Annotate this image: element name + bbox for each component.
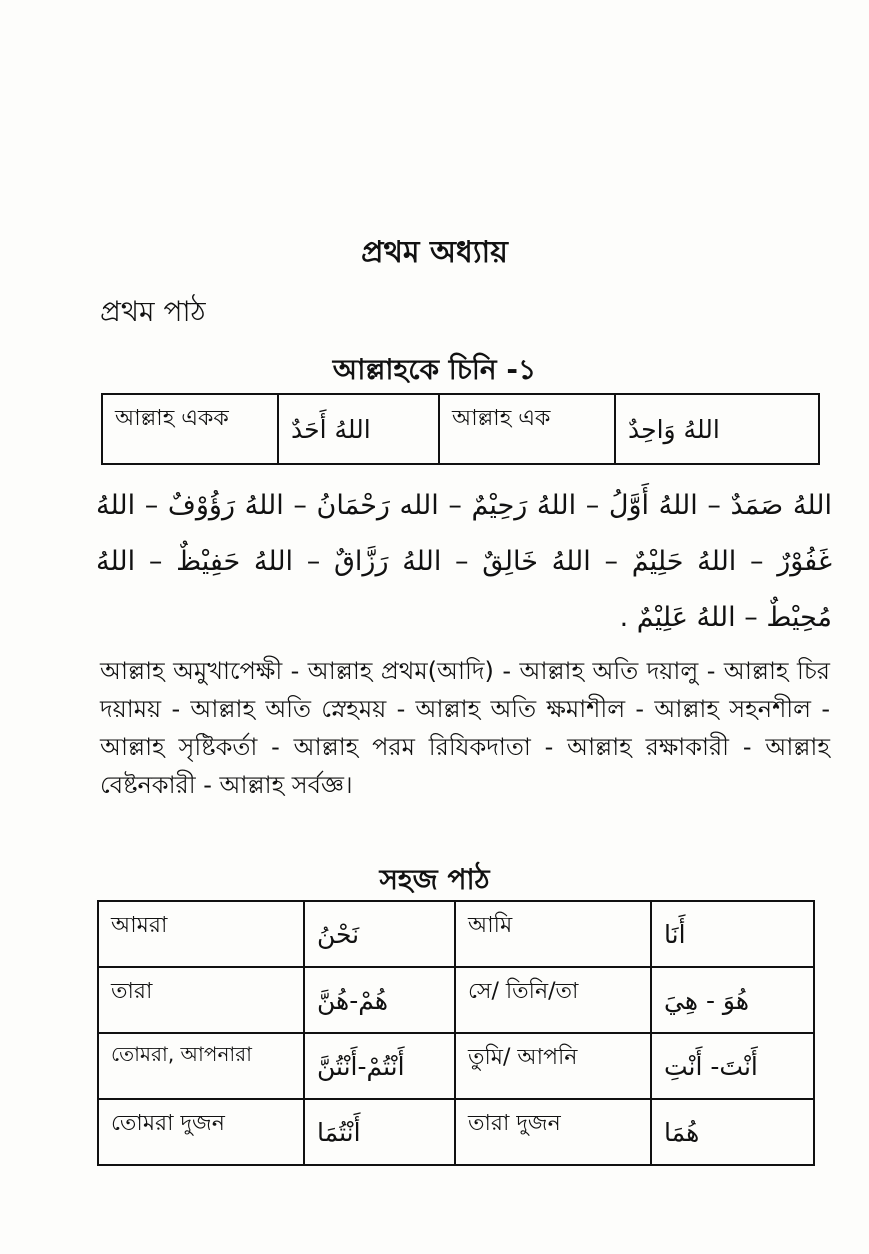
table-cell-ar: أَنَا	[651, 901, 814, 967]
table-cell-ar: هُوَ - هِيَ	[651, 967, 814, 1033]
table-cell-bn: তুমি/ আপনি	[455, 1033, 651, 1099]
table-cell-ar: اللهُ أَحَدٌ	[278, 394, 439, 464]
table-cell-bn: তোমরা দুজন	[98, 1099, 304, 1165]
table-cell-ar: أَنْتَ- أَنْتِ	[651, 1033, 814, 1099]
table-cell-ar: هُمْ-هُنَّ	[304, 967, 455, 1033]
table-cell-ar: هُمَا	[651, 1099, 814, 1165]
table-row	[98, 901, 814, 967]
table-cell-bn: সে/ তিনি/তা	[455, 967, 651, 1033]
table-cell-ar: أَنْتُمْ-أَنْتُنَّ	[304, 1033, 455, 1099]
table-cell-bn: তারা দুজন	[455, 1099, 651, 1165]
table-cell-ar: اللهُ وَاحِدٌ	[615, 394, 819, 464]
table-row	[102, 394, 819, 464]
table-row	[98, 1033, 814, 1099]
table-cell-bn: তারা	[98, 967, 304, 1033]
names-table	[101, 393, 820, 465]
bengali-meaning-paragraph: আল্লাহ অমুখাপেক্ষী - আল্লাহ প্রথম(আদি) - আল্লাহ অতি দয়ালু - আল্লাহ চির দয়াময় - আল্লাহ অতি স্নেহময় - আল্লাহ অতি ক্ষমাশীল - আল্লাহ সহনশীল - আল্লাহ সৃষ্টিকর্তা - আল্লাহ পরম রিযিকদাতা - আল্লাহ রক্ষাকারী - আল্লাহ বেষ্টনকারী - আল্লাহ সর্বজ্ঞ।	[100, 657, 830, 799]
table-row	[98, 1099, 814, 1165]
table-cell-ar: نَحْنُ	[304, 901, 455, 967]
pronoun-table	[97, 900, 815, 1166]
table-row	[98, 967, 814, 1033]
table-cell-bn: তোমরা, আপনারা	[98, 1033, 304, 1099]
section-title-know-allah: আল্লাহকে চিনি -১	[332, 353, 537, 386]
arabic-names-list: اللهُ صَمَدٌ – اللهُ أَوَّلُ – اللهُ رَحِيْمٌ – الله رَحْمَانُ – اللهُ رَؤُوْفٌ – اللهُ غَفُوْرٌ – اللهُ حَلِيْمٌ – اللهُ خَالِقٌ – اللهُ رَزَّاقٌ – اللهُ حَفِيْظٌ – اللهُ مُحِيْطٌ – اللهُ عَلِيْمٌ .	[96, 490, 832, 633]
chapter-title: প্রথম অধ্যায়	[361, 235, 508, 270]
table-cell-ar: أَنْتُمَا	[304, 1099, 455, 1165]
table-cell-bn: আমি	[455, 901, 651, 967]
table-cell-bn: আমরা	[98, 901, 304, 967]
table-cell-bn: আল্লাহ এক	[439, 394, 615, 464]
lesson-title: প্রথম পাঠ	[100, 295, 206, 328]
table-cell-bn: আল্লাহ একক	[102, 394, 278, 464]
section-title-easy-lesson: সহজ পাঠ	[379, 863, 490, 896]
